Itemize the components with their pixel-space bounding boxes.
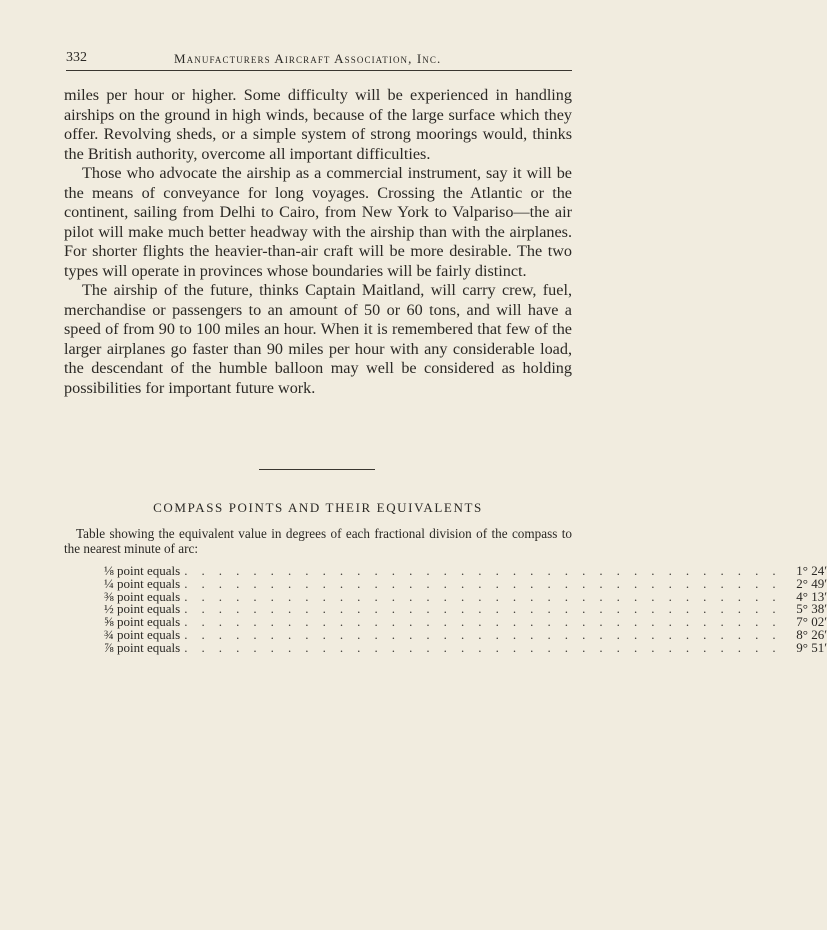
- row-label: ⅛ point equals: [104, 563, 181, 578]
- page-number: 332: [66, 50, 87, 65]
- dot-leader: . . . . . . . . . . . . . . . . . . . . . . . . . . . . . . . . . . .: [184, 601, 782, 617]
- row-label: ½ point equals: [104, 601, 181, 617]
- row-label: ⅝ point equals: [104, 614, 181, 630]
- running-head: [66, 48, 572, 71]
- table-caption: [64, 526, 572, 556]
- row-value: 7° 02′: [796, 614, 827, 630]
- dot-leader: . . . . . . . . . . . . . . . . . . . . . . . . . . . . . . . . . . .: [184, 575, 782, 591]
- body-text: [64, 86, 572, 398]
- paragraph: Those who advocate the airship as a commercial instrument, say it will be the means of conveyance for long voyages. Crossing the Atlantic or the continent, sailing from Delhi to Cairo, from New York to Valpariso—the air pilot will make much better headway with the airship than with the airplanes. For shorter flights the heavier-than-air craft will be more desirable. The two types will operate in provinces whose boundaries will be fairly distinct.: [64, 164, 572, 280]
- row-value: 4° 13′: [796, 588, 827, 604]
- paragraph: The airship of the future, thinks Captain Maitland, will carry crew, fuel, merchandise or passengers to an amount of 50 or 60 tons, and will have a speed of from 90 to 100 miles an hour. When it is remembered that few of the larger airplanes go faster than 90 miles per hour with any considerable load, the descendant of the humble balloon may well be considered as holding possibilities for important future work.: [64, 281, 572, 397]
- paragraph: miles per hour or higher. Some difficulty will be experienced in handling airships on the ground in high winds, because of the large surface which they offer. Revolving sheds, or a simple system of strong moorings would, thinks the British authority, overcome all important difficulties.: [64, 86, 572, 163]
- section-divider: [259, 469, 375, 470]
- row-label: ¾ point equals: [104, 626, 181, 642]
- table-row: [104, 639, 827, 655]
- row-label: ⅞ point equals: [104, 639, 181, 655]
- row-value: 8° 26′: [796, 626, 827, 642]
- row-label: ⅜ point equals: [104, 588, 181, 604]
- compass-points-table: [104, 563, 827, 655]
- row-value: 2° 49′: [796, 575, 827, 591]
- row-value: 9° 51′: [796, 639, 827, 655]
- dot-leader: . . . . . . . . . . . . . . . . . . . . . . . . . . . . . . . . . . .: [184, 588, 782, 604]
- dot-leader: . . . . . . . . . . . . . . . . . . . . . . . . . . . . . . . . . . .: [184, 614, 782, 630]
- dot-leader: . . . . . . . . . . . . . . . . . . . . . . . . . . . . . . . . . . .: [184, 563, 782, 578]
- section-heading: COMPASS POINTS AND THEIR EQUIVALENTS: [153, 500, 483, 515]
- dot-leader: . . . . . . . . . . . . . . . . . . . . . . . . . . . . . . . . . . .: [184, 626, 782, 642]
- running-title: Manufacturers Aircraft Association, Inc.: [174, 51, 442, 66]
- row-label: ¼ point equals: [104, 575, 181, 591]
- table-caption-text: Table showing the equivalent value in degrees of each fractional division of the compass to the nearest minute of arc:: [64, 526, 572, 556]
- dot-leader: . . . . . . . . . . . . . . . . . . . . . . . . . . . . . . . . . . .: [184, 639, 782, 655]
- row-value: 5° 38′: [796, 601, 827, 617]
- row-value: 1° 24′: [796, 563, 827, 578]
